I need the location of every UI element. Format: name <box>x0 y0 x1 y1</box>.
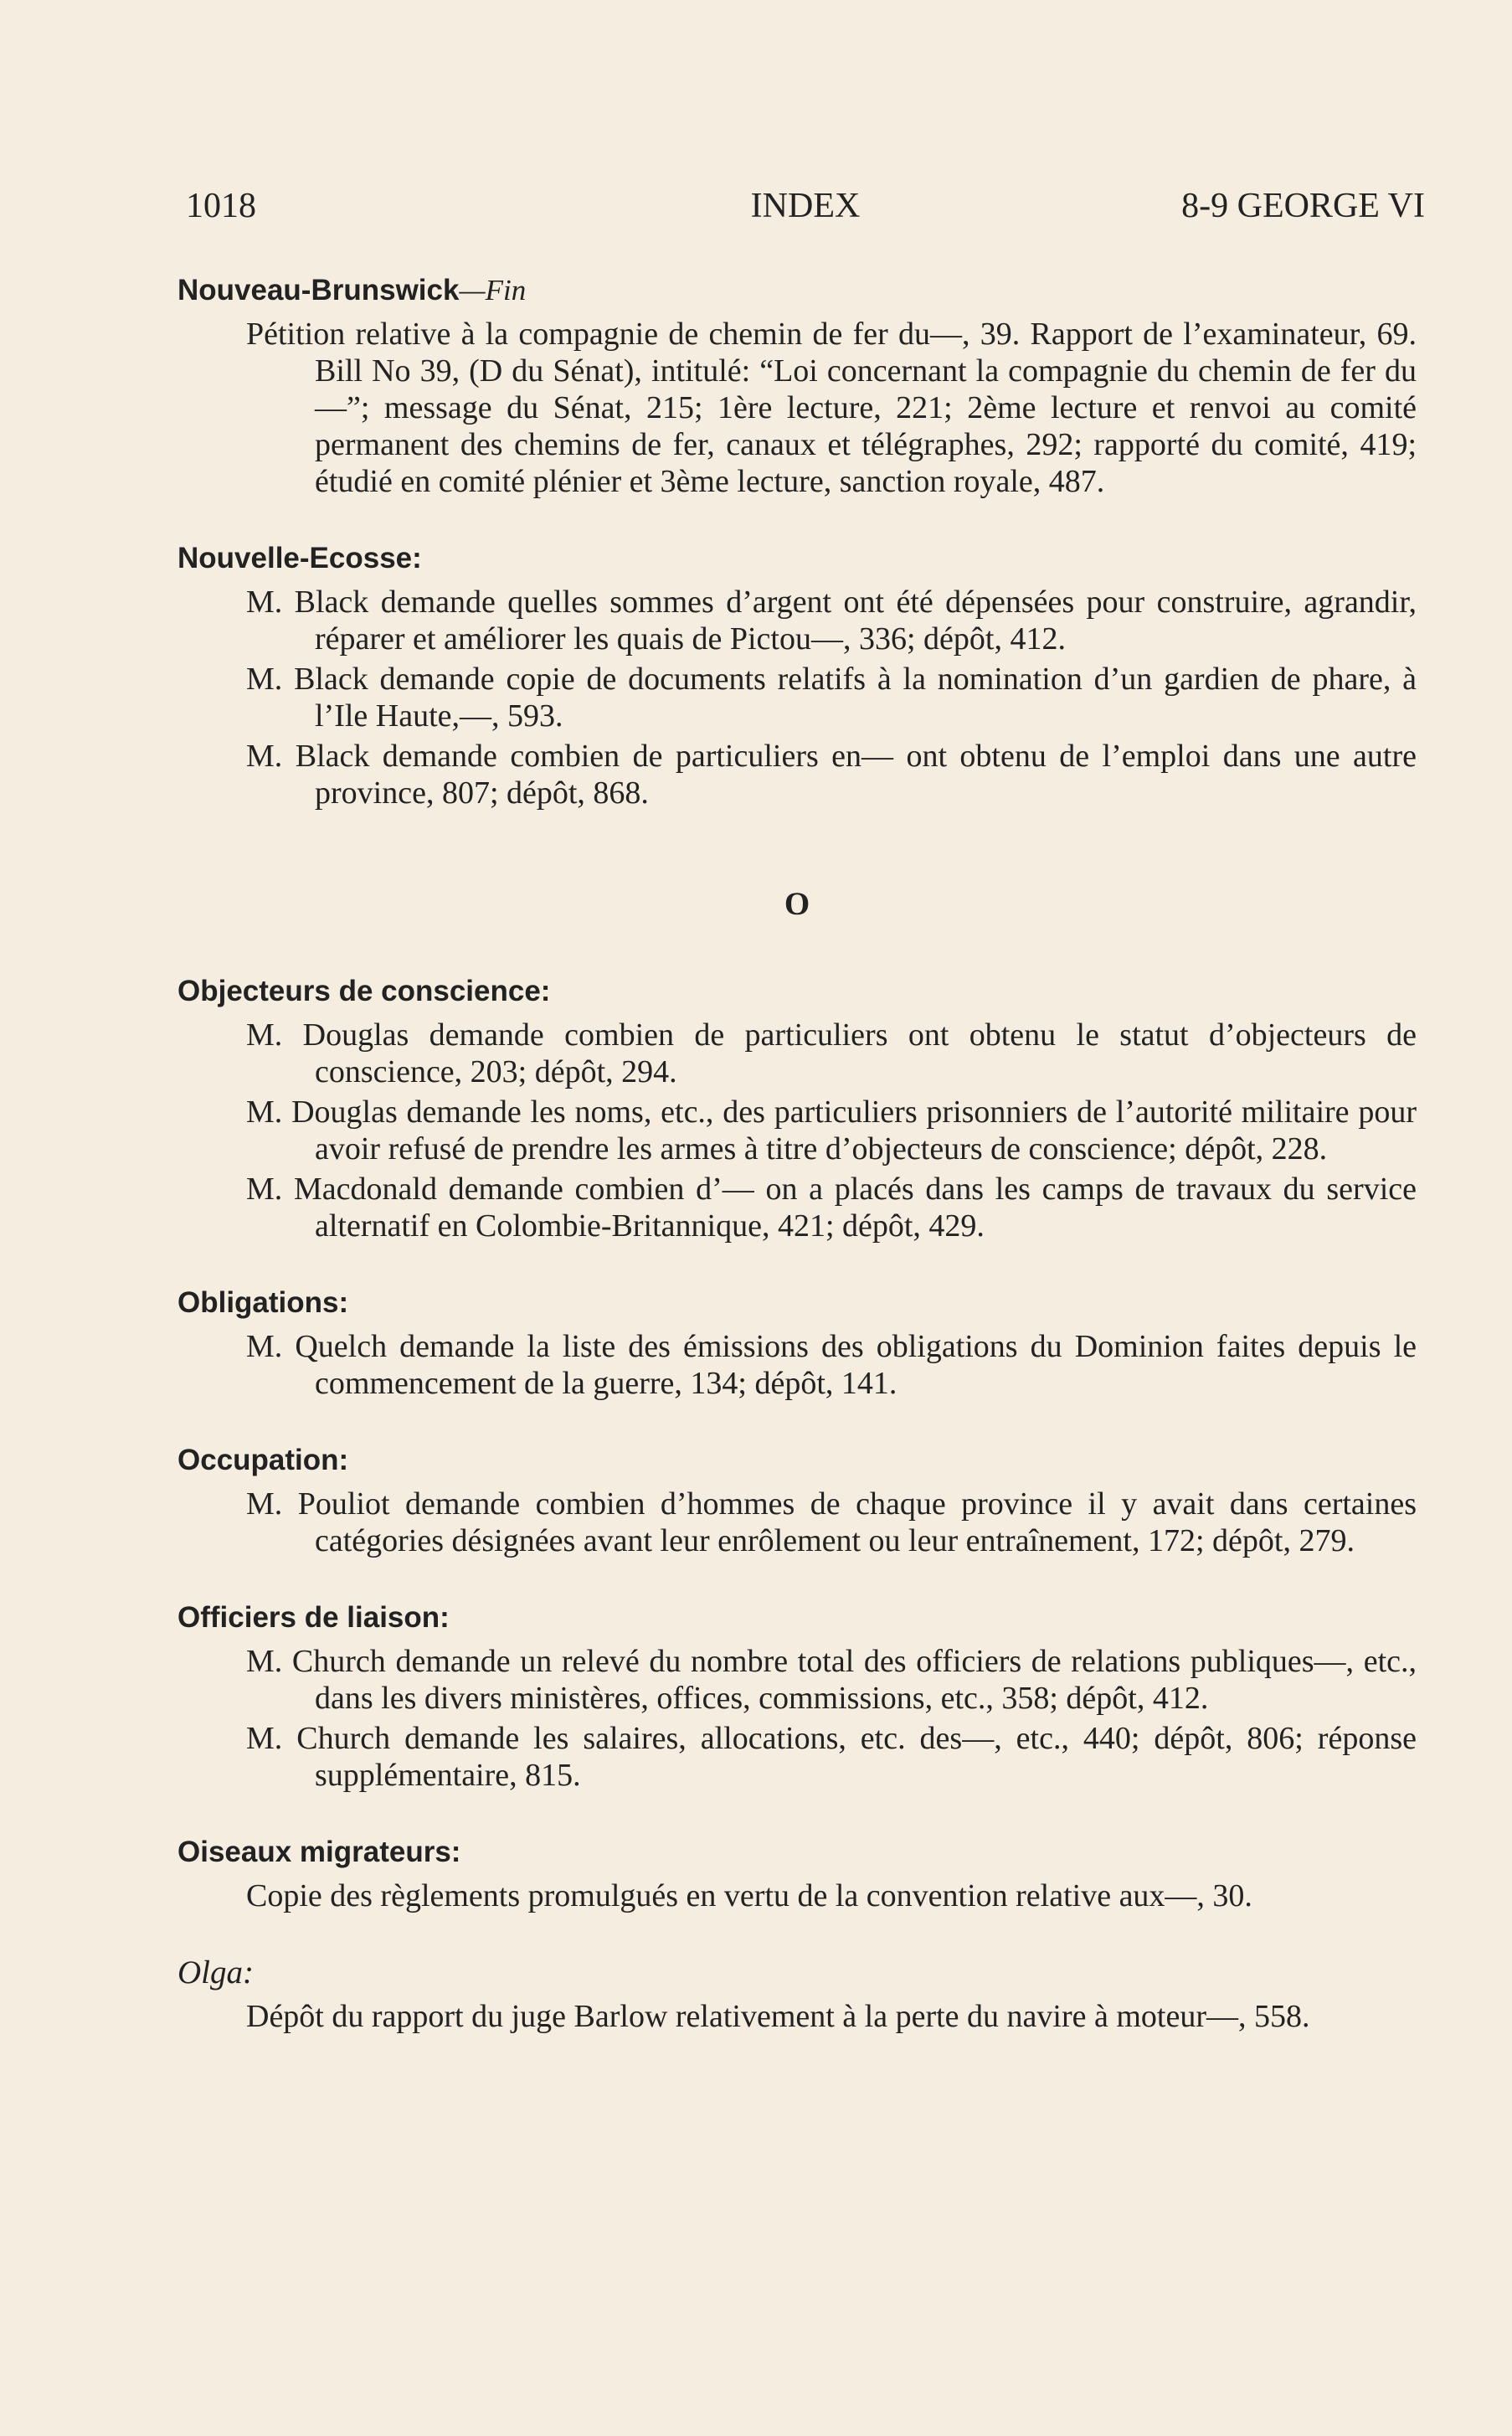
page-number: 1018 <box>186 187 256 225</box>
index-section <box>177 1442 1417 1559</box>
section-heading: Nouvelle-Ecosse: <box>177 542 422 574</box>
index-section <box>177 540 1417 811</box>
section-heading: Olga: <box>177 1954 254 1991</box>
index-section <box>177 1599 1417 1794</box>
section-heading: Obligations: <box>177 1286 349 1319</box>
index-section <box>177 272 1417 500</box>
index-entry: M. Quelch demande la liste des émissions des obligations du Dominion faites depuis le commencement de la guerre, 134; dépôt, 141. <box>246 1329 1417 1401</box>
continuation-label: —Fin <box>459 274 527 306</box>
section-heading: Nouveau-Brunswick—Fin <box>177 274 527 306</box>
index-entry: Pétition relative à la compagnie de chemin de fer du—, 39. Rapport de l’examinateur, 69. Bill No 39, (D du Sénat), intitulé: “Loi concernant la compagnie du chemin de fer du—”; message du Sénat, 215; 1ère lecture, 221; 2ème lecture et renvoi au comité permanent des chemins de fer, canaux et télégraphes, 292; rapporté du comité, 419; étudié en comité plénier et 3ème lecture, sanction royale, 487. <box>246 317 1417 499</box>
reign-label: 8-9 GEORGE VI <box>1181 187 1425 225</box>
running-title: INDEX <box>750 187 861 225</box>
index-entry: M. Black demande copie de documents relatifs à la nomination d’un gardien de phare, à l’Ile Haute,—, 593. <box>246 662 1417 734</box>
index-section <box>177 973 1417 1244</box>
section-heading: Occupation: <box>177 1444 349 1476</box>
index-entry: M. Church demande les salaires, allocations, etc. des—, etc., 440; dépôt, 806; réponse supplémentaire, 815. <box>246 1721 1417 1793</box>
section-heading: Officiers de liaison: <box>177 1601 450 1634</box>
index-entry: M. Pouliot demande combien d’hommes de chaque province il y avait dans certaines catégories désignées avant leur enrôlement ou leur entraînement, 172; dépôt, 279. <box>246 1486 1417 1558</box>
index-entry: M. Macdonald demande combien d’— on a placés dans les camps de travaux du service alternatif en Colombie-Britannique, 421; dépôt, 429. <box>246 1172 1417 1244</box>
index-section <box>177 1834 1417 1914</box>
index-body <box>177 272 1417 2075</box>
index-entry: Dépôt du rapport du juge Barlow relativement à la perte du navire à moteur—, 558. <box>246 1999 1310 2034</box>
index-entry: M. Douglas demande combien de particuliers ont obtenu le statut d’objecteurs de conscience, 203; dépôt, 294. <box>246 1017 1417 1089</box>
index-section <box>177 1954 1417 2035</box>
index-entry: M. Douglas demande les noms, etc., des particuliers prisonniers de l’autorité militaire pour avoir refusé de prendre les armes à titre d’objecteurs de conscience; dépôt, 228. <box>246 1094 1417 1166</box>
section-heading: Objecteurs de conscience: <box>177 975 551 1007</box>
section-heading: Oiseaux migrateurs: <box>177 1836 461 1868</box>
letter-divider: O <box>784 886 810 922</box>
index-section <box>177 1285 1417 1402</box>
index-entry: M. Church demande un relevé du nombre total des officiers de relations publiques—, etc., dans les divers ministères, offices, commissions, etc., 358; dépôt, 412. <box>246 1644 1417 1716</box>
running-head <box>186 186 1425 229</box>
index-entry: Copie des règlements promulgués en vertu de la convention relative aux—, 30. <box>246 1878 1252 1913</box>
index-entry: M. Black demande combien de particuliers en— ont obtenu de l’emploi dans une autre province, 807; dépôt, 868. <box>246 739 1417 811</box>
index-entry: M. Black demande quelles sommes d’argent ont été dépensées pour construire, agrandir, réparer et améliorer les quais de Pictou—, 336; dépôt, 412. <box>246 585 1417 657</box>
